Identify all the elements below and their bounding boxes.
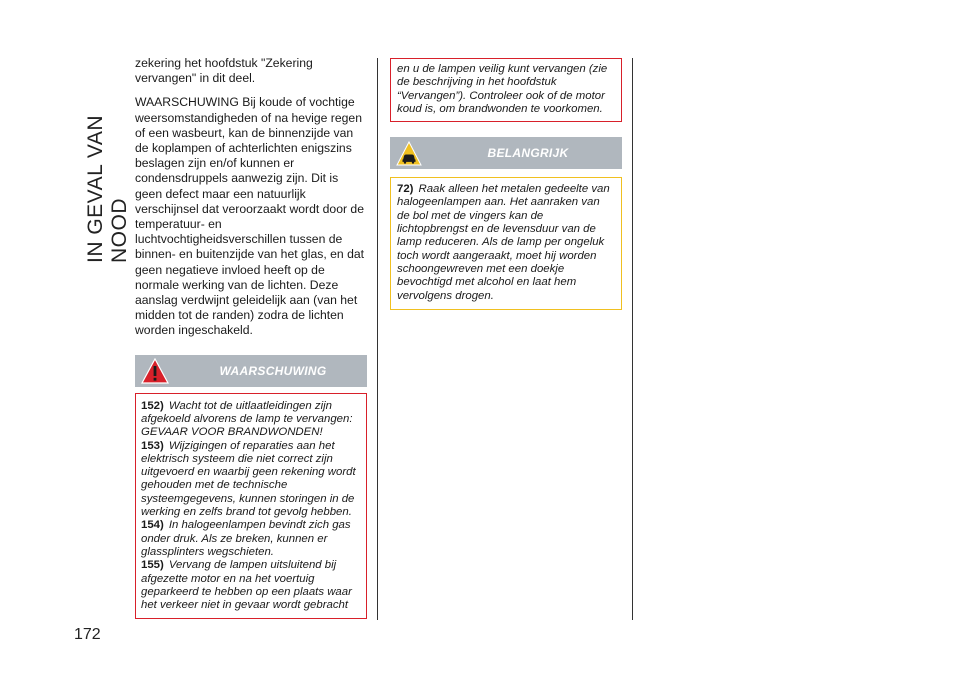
important-number: 72)	[397, 183, 414, 196]
body-paragraph: WAARSCHUWING Bij koude of vochtige weersomstandigheden of na hevige regen of een wasbeurt, kan de binnenzijde van de koplampen of achterlichten enigszins beslagen zijn en/of kunnen er condensdruppels aanwezig zijn. Dit is geen defect maar een natuurlijk verschijnsel dat veroorzaakt wordt door de temperatuur- en luchtvochtigheidsverschillen tussen de binnen- en buitenzijde van het glas, en dat geen negatieve invloed heeft op de normale werking van de lichten. Deze aanslag verdwijnt geleidelijk aan (van het midden tot de randen) zodra de lichten worden ingeschakeld.	[135, 95, 365, 338]
important-banner	[390, 137, 622, 169]
warning-text: Wacht tot de uitlaatleidingen zijn afgekoeld alvorens de lamp te vervangen: GEVAAR VOOR BRANDWONDEN!	[141, 399, 353, 439]
warning-item	[141, 400, 361, 440]
warning-banner	[135, 355, 367, 387]
warning-text: Wijzigingen of reparaties aan het elektrisch systeem die niet correct zijn uitgevoerd en waarbij geen rekening wordt gehouden met de technische systeemgegevens, kunnen storingen in de werking en zelfs brand tot gevolg hebben.	[141, 439, 356, 519]
column-left	[135, 56, 367, 619]
warning-number: 153)	[141, 439, 164, 452]
important-banner-label: BELANGRIJK	[487, 146, 569, 161]
page-number: 172	[74, 626, 101, 643]
warning-item	[141, 519, 361, 559]
warning-item	[141, 559, 361, 612]
warning-text: Vervang de lampen uitsluitend bij afgezette motor en na het voertuig geparkeerd te hebben op een plaats waar het verkeer niet in gevaar wordt gebracht	[141, 559, 352, 612]
section-title: IN GEVAL VAN NOOD	[84, 115, 131, 263]
warning-number: 154)	[141, 519, 164, 532]
warning-box	[135, 393, 367, 620]
warning-banner-label: WAARSCHUWING	[219, 363, 327, 378]
warning-text: In halogeenlampen bevindt zich gas onder druk. Als ze breken, kunnen er glassplinters wegschieten.	[141, 519, 351, 558]
warning-number: 155)	[141, 559, 164, 572]
continued-warning-box	[390, 58, 622, 122]
warning-item	[141, 440, 361, 520]
column-divider-right	[632, 58, 633, 620]
important-box	[390, 177, 622, 310]
continued-warning-text: en u de lampen veilig kunt vervangen (zie de beschrijving in het hoofdstuk “Vervangen”). Controleer ook of de motor koud is, om brandwonden te voorkomen.	[397, 63, 608, 115]
important-text: Raak alleen het metalen gedeelte van halogeenlampen aan. Het aanraken van de bol met de vingers kan de lichtopbrengst en de levensduur van de lamp reduceren. Als de lamp per ongeluk toch wordt aangeraakt, moet hij worden schoongewreven met een doekje bevochtigd met alcohol en laat hem vervolgens drogen.	[397, 183, 610, 302]
warning-number: 152)	[141, 399, 164, 412]
body-paragraph: zekering het hoofdstuk "Zekering vervangen" in dit deel.	[135, 56, 313, 86]
column-right	[390, 58, 622, 310]
column-divider	[377, 58, 378, 620]
